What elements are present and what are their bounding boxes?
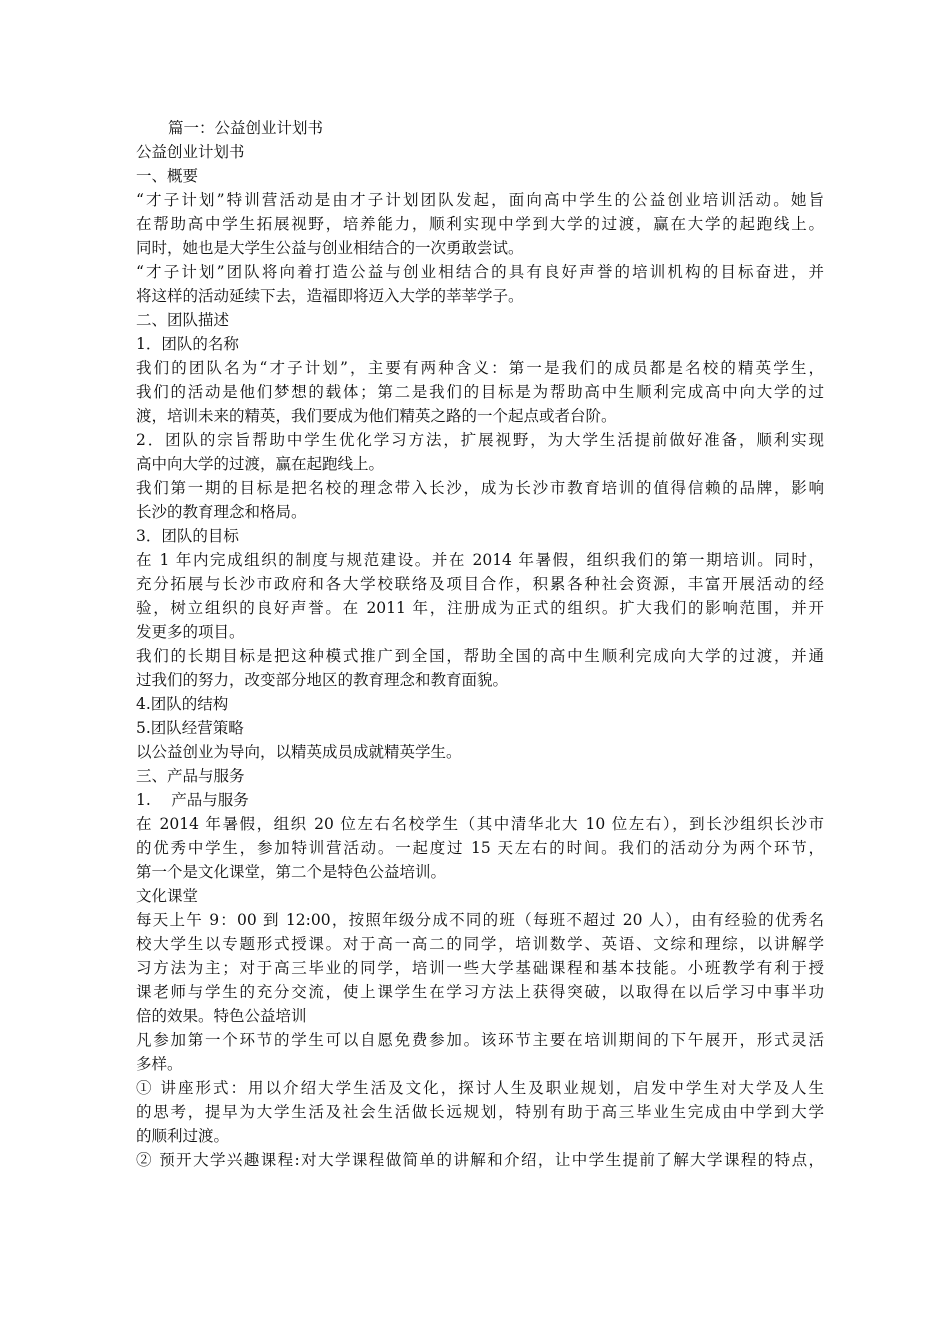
heading-line: 公益创业计划书: [136, 143, 245, 161]
paragraph-line: 凡参加第一个环节的学生可以自愿免费参加。该环节主要在培训期间的下午展开，形式灵活: [136, 1031, 824, 1049]
paragraph-line: 我们的团队名为“才子计划”，主要有两种含义：第一是我们的成员都是名校的精英学生，: [136, 359, 824, 377]
paragraph-line: 的顺利过渡。: [136, 1127, 230, 1145]
paragraph-line: 习方法为主；对于高三毕业的同学，培训一些大学基础课程和基本技能。小班教学有利于授: [136, 959, 824, 977]
paragraph-line: 2．团队的宗旨帮助中学生优化学习方法，扩展视野，为大学生活提前做好准备，顺利实现: [136, 431, 824, 449]
heading-line: 4.团队的结构: [136, 695, 229, 713]
paragraph-line: 同时，她也是大学生公益与创业相结合的一次勇敢尝试。: [136, 239, 524, 257]
heading-line: 文化课堂: [136, 887, 199, 905]
paragraph-line: ① 讲座形式：用以介绍大学生活及文化，探讨人生及职业规划，启发中学生对大学及人生: [136, 1079, 824, 1097]
paragraph-line: “才子计划”特训营活动是由才子计划团队发起，面向高中学生的公益创业培训活动。她旨: [136, 191, 824, 209]
paragraph-line: 校大学生以专题形式授课。对于高一高二的同学，培训数学、英语、文综和理综，以讲解学: [136, 935, 824, 953]
paragraph-line: 我们的长期目标是把这种模式推广到全国，帮助全国的高中生顺利完成向大学的过渡，并通: [136, 647, 824, 665]
paragraph-line: 充分拓展与长沙市政府和各大学校联络及项目合作，积累各种社会资源，丰富开展活动的经: [136, 575, 824, 593]
paragraph-line: 长沙的教育理念和格局。: [136, 503, 307, 521]
paragraph-line: “才子计划”团队将向着打造公益与创业相结合的具有良好声誉的培训机构的目标奋进，并: [136, 263, 824, 281]
paragraph-line: 在帮助高中学生拓展视野，培养能力，顺利实现中学到大学的过渡，赢在大学的起跑线上。: [136, 215, 824, 233]
heading-line: 1．团队的名称: [136, 335, 239, 353]
heading-line: 二、团队描述: [136, 311, 230, 329]
paragraph-line: 多样。: [136, 1055, 183, 1073]
paragraph-line: 发更多的项目。: [136, 623, 245, 641]
paragraph-line: 倍的效果。特色公益培训: [136, 1007, 307, 1025]
paragraph-line: ② 预开大学兴趣课程:对大学课程做简单的讲解和介绍，让中学生提前了解大学课程的特点，: [136, 1151, 824, 1169]
paragraph-line: 每天上午 9：00 到 12:00，按照年级分成不同的班（每班不超过 20 人），由有经验的优秀名: [136, 911, 824, 929]
paragraph-line: 我们的活动是他们梦想的载体；第二是我们的目标是为帮助高中生顺利完成高中向大学的过: [136, 383, 824, 401]
heading-line: 篇一：公益创业计划书: [168, 119, 324, 137]
paragraph-line: 第一个是文化课堂，第二个是特色公益培训。: [136, 863, 447, 881]
paragraph-line: 以公益创业为导向，以精英成员成就精英学生。: [136, 743, 462, 761]
paragraph-line: 的思考，提早为大学生活及社会生活做长远规划，特别有助于高三毕业生完成由中学到大学: [136, 1103, 824, 1121]
heading-line: 5.团队经营策略: [136, 719, 244, 737]
paragraph-line: 验，树立组织的良好声誉。在 2011 年，注册成为正式的组织。扩大我们的影响范围，并开: [136, 599, 824, 617]
paragraph-line: 我们第一期的目标是把名校的理念带入长沙，成为长沙市教育培训的值得信赖的品牌，影响: [136, 479, 824, 497]
paragraph-line: 课老师与学生的充分交流，使上课学生在学习方法上获得突破，以取得在以后学习中事半功: [136, 983, 824, 1001]
heading-line: 一、概要: [136, 167, 199, 185]
heading-line: 三、产品与服务: [136, 767, 245, 785]
heading-line: 3．团队的目标: [136, 527, 239, 545]
paragraph-line: 过我们的努力，改变部分地区的教育理念和教育面貌。: [136, 671, 509, 689]
paragraph-line: 在 2014 年暑假，组织 20 位左右名校学生（其中清华北大 10 位左右），到长沙组织长沙市: [136, 815, 824, 833]
heading-line: 1. 产品与服务: [136, 791, 249, 809]
paragraph-line: 在 1 年内完成组织的制度与规范建设。并在 2014 年暑假，组织我们的第一期培训。同时，: [136, 551, 824, 569]
paragraph-line: 渡，培训未来的精英，我们要成为他们精英之路的一个起点或者台阶。: [136, 407, 617, 425]
paragraph-line: 的优秀中学生，参加特训营活动。一起度过 15 天左右的时间。我们的活动分为两个环节，: [136, 839, 824, 857]
paragraph-line: 将这样的活动延续下去，造福即将迈入大学的莘莘学子。: [136, 287, 524, 305]
paragraph-line: 高中向大学的过渡，赢在起跑线上。: [136, 455, 385, 473]
document-body: [136, 116, 824, 1172]
